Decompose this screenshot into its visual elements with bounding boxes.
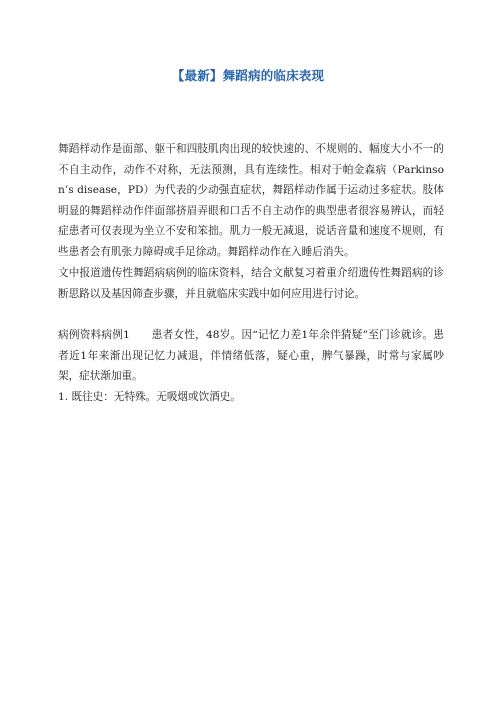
document-title: 【最新】舞蹈病的临床表现 <box>171 68 325 83</box>
paragraph-chorea-description: 舞蹈样动作是面部、躯干和四肢肌肉出现的较快速的、不规则的、幅度大小不一的不自主动作，动作不对称，无法预测，具有连续性。相对于帕金森病（Parkinson’s disease，PD）为代表的少动强直症状，舞蹈样动作属于运动过多症状。肢体明显的舞蹈样动作伴面部挤眉弄眼和口舌不自主动作的典型患者很容易辨认，而轻症患者可仅表现为坐立不安和笨拙。肌力一般无减退，说话音量和速度不规则，有些患者会有肌张力障碍或手足徐动。舞蹈样动作在入睡后消失。 <box>58 143 444 258</box>
paragraph-past-history: 1. 既往史：无特殊。无吸烟或饮酒史。 <box>58 391 241 403</box>
paragraph-report-intro: 文中报道遗传性舞蹈病病例的临床资料，结合文献复习着重介绍遗传性舞蹈病的诊断思路以及基因筛查步骤，并且就临床实践中如何应用进行讨论。 <box>58 267 444 300</box>
paragraph-case-data: 病例资料病例1 患者女性，48岁。因“记忆力差1年余伴猜疑”至门诊就诊。患者近1年来渐出现记忆力减退，伴情绪低落，疑心重，脾气暴躁，时常与家属吵架，症状渐加重。 <box>58 329 444 383</box>
